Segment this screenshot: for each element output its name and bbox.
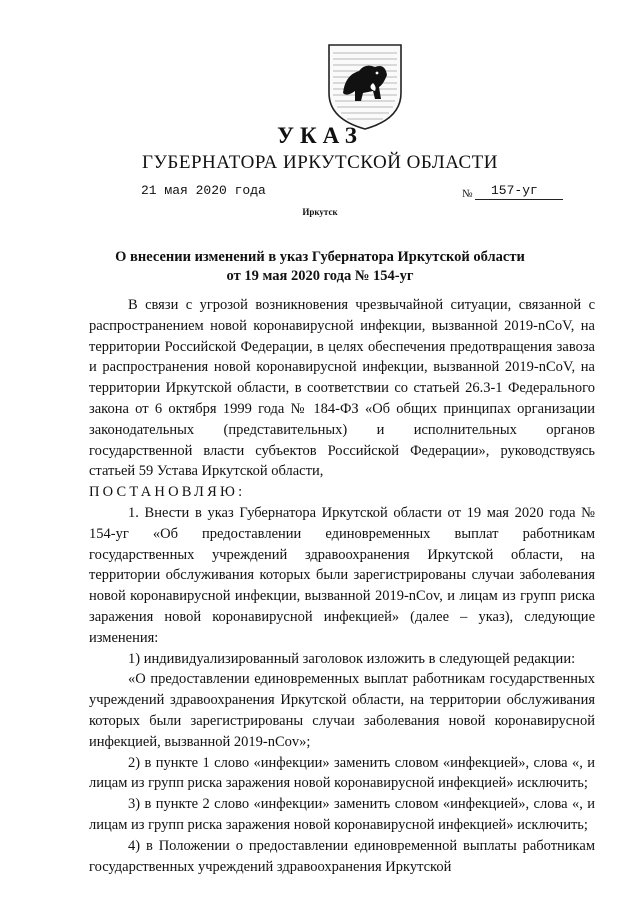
preamble-paragraph: В связи с угрозой возникновения чрезвычайной ситуации, связанной с распространением новой коронавирусной инфекции, вызванной 2019-nCoV, на территории Российской Федерации, в целях обеспечения предотвращения завоза и распространения новой коронавирусной инфекции, вызванной 2019-nCoV, на территории Иркутской области, в соответствии со статьей 26.3-1 Федерального закона от 6 октября 1999 года № 184-ФЗ «Об общих принципах организации законодательных (представительных) и исполнительных органов государственной власти субъектов Российской Федерации», руководствуясь статьей 59 Устава Иркутской области,: [89, 297, 595, 480]
item-1-paragraph: 1. Внести в указ Губернатора Иркутской области от 19 мая 2020 года № 154-уг «Об предоставлении единовременных выплат работникам государственных учреждений здравоохранения Иркутской области, на территории обслуживания которых были зарегистрированы случаи заболевания новой коронавирусной инфекции, вызванной 2019-nCov, и лицам из групп риска заражения новой коронавирусной инфекцией» (далее – указ), следующие изменения:: [89, 504, 595, 646]
number-sign: №: [462, 188, 473, 200]
document-date: 21 мая 2020 года: [141, 183, 266, 198]
quoted-title-paragraph: «О предоставлении единовременных выплат работникам государственных учреждений здравоохранения Иркутской области, на территории обслуживания которых были зарегистрированы случаи заболевания новой коронавирусной инфекцией, вызванной 2019-nCov»;: [89, 671, 595, 750]
document-heading-line-1: О внесении изменений в указ Губернатора Иркутской области: [115, 249, 525, 265]
document-subtitle: ГУБЕРНАТОРА ИРКУТСКОЙ ОБЛАСТИ: [142, 152, 498, 173]
sub-item-4-paragraph: 4) в Положении о предоставлении единовременной выплаты работникам государственных учреждений здравоохранения Иркутской: [89, 837, 595, 875]
document-title: УКАЗ: [277, 123, 363, 148]
sub-item-2-paragraph: 2) в пункте 1 слово «инфекции» заменить словом «инфекцией», слова «, и лицам из групп риска заражения новой коронавирусной инфекцией» исключить;: [89, 754, 595, 792]
document-body: [89, 295, 595, 877]
decree-word: ПОСТАНОВЛЯЮ:: [89, 484, 246, 501]
sub-item-1-paragraph: 1) индивидуализированный заголовок изложить в следующей редакции:: [128, 650, 576, 667]
document-heading-line-2: от 19 мая 2020 года № 154-уг: [226, 268, 414, 284]
sub-item-3-paragraph: 3) в пункте 2 слово «инфекции» заменить словом «инфекцией», слова «, и лицам из групп риска заражения новой коронавирусной инфекцией» исключить;: [89, 796, 595, 833]
coat-of-arms-emblem: [325, 41, 405, 131]
document-number: 157-уг: [475, 183, 563, 200]
document-city: Иркутск: [302, 207, 338, 217]
